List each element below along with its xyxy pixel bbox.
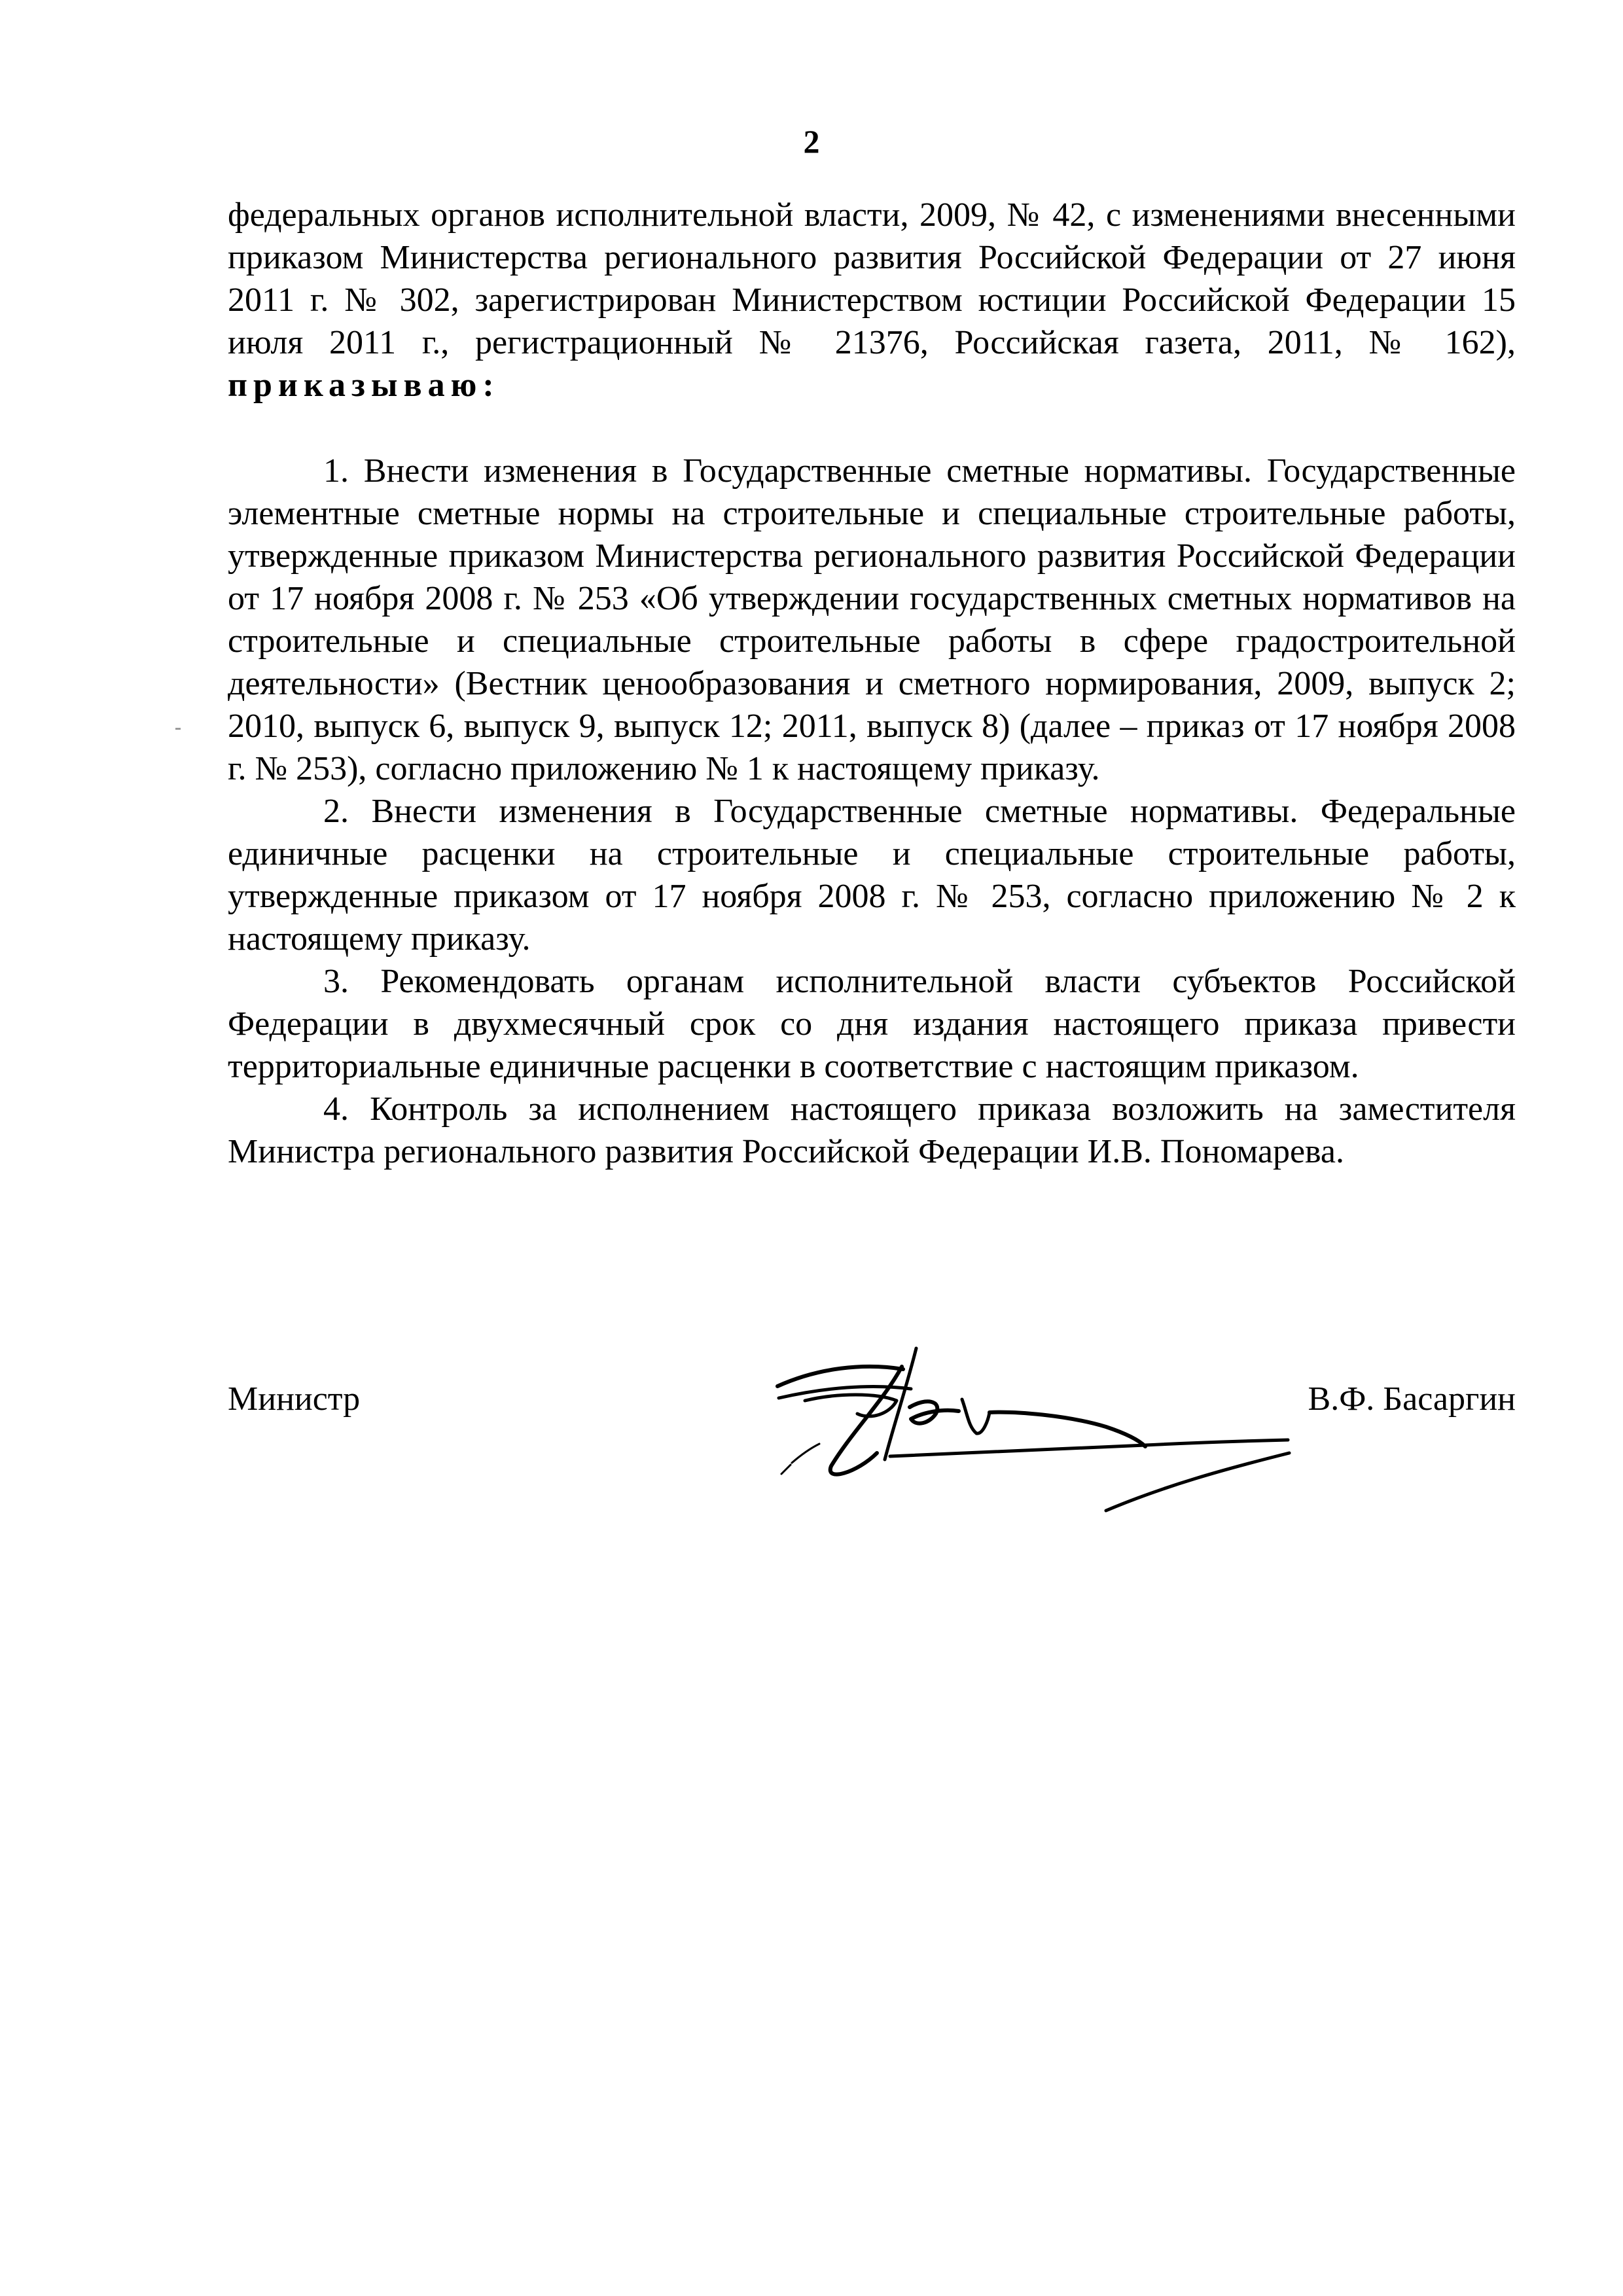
preamble-text: федеральных органов исполнительной власти, 2009, № 42, с изменениями внесенными приказом Министерства регионального развития Российской Федерации от 27 июня 2011 г. № 302, зарегистрирован Министерством юстиции Российской Федерации 15 июля 2011 г., регистрационный № 21376, Российская газета, 2011, № 162), [228, 196, 1516, 361]
scan-margin-mark [175, 728, 181, 730]
signatory-name: В.Ф. Басаргин [1308, 1380, 1516, 1418]
order-item-3: 3. Рекомендовать органам исполнительной власти субъектов Российской Федерации в двухмесячный срок со дня издания настоящего приказа привести территориальные единичные расценки в соответствие с настоящим приказом. [228, 963, 1516, 1085]
preamble-paragraph [228, 194, 1516, 406]
order-body [228, 194, 1516, 1173]
order-item-2: 2. Внести изменения в Государственные сметные нормативы. Федеральные единичные расценки на строительные и специальные строительные работы, утвержденные приказом от 17 ноября 2008 г. № 253, согласно приложению № 2 к настоящему приказу. [228, 793, 1516, 958]
order-item-4: 4. Контроль за исполнением настоящего приказа возложить на заместителя Министра регионального развития Российской Федерации И.В. Пономарева. [228, 1090, 1516, 1170]
order-command: приказываю: [228, 367, 500, 404]
signatory-position: Министр [228, 1380, 361, 1418]
handwritten-signature [740, 1335, 1302, 1532]
page-number: 2 [803, 123, 820, 160]
order-item-1: 1. Внести изменения в Государственные сметные нормативы. Государственные элементные сметные нормы на строительные и специальные строительные работы, утвержденные приказом Министерства регионального развития Российской Федерации от 17 ноября 2008 г. № 253 «Об утверждении государственных сметных нормативов на строительные и специальные строительные работы в сфере градостроительной деятельности» (Вестник ценообразования и сметного нормирования, 2009, выпуск 2; 2010, выпуск 6, выпуск 9, выпуск 12; 2011, выпуск 8) (далее – приказ от 17 ноября 2008 г. № 253), согласно приложению № 1 к настоящему приказу. [228, 452, 1516, 787]
